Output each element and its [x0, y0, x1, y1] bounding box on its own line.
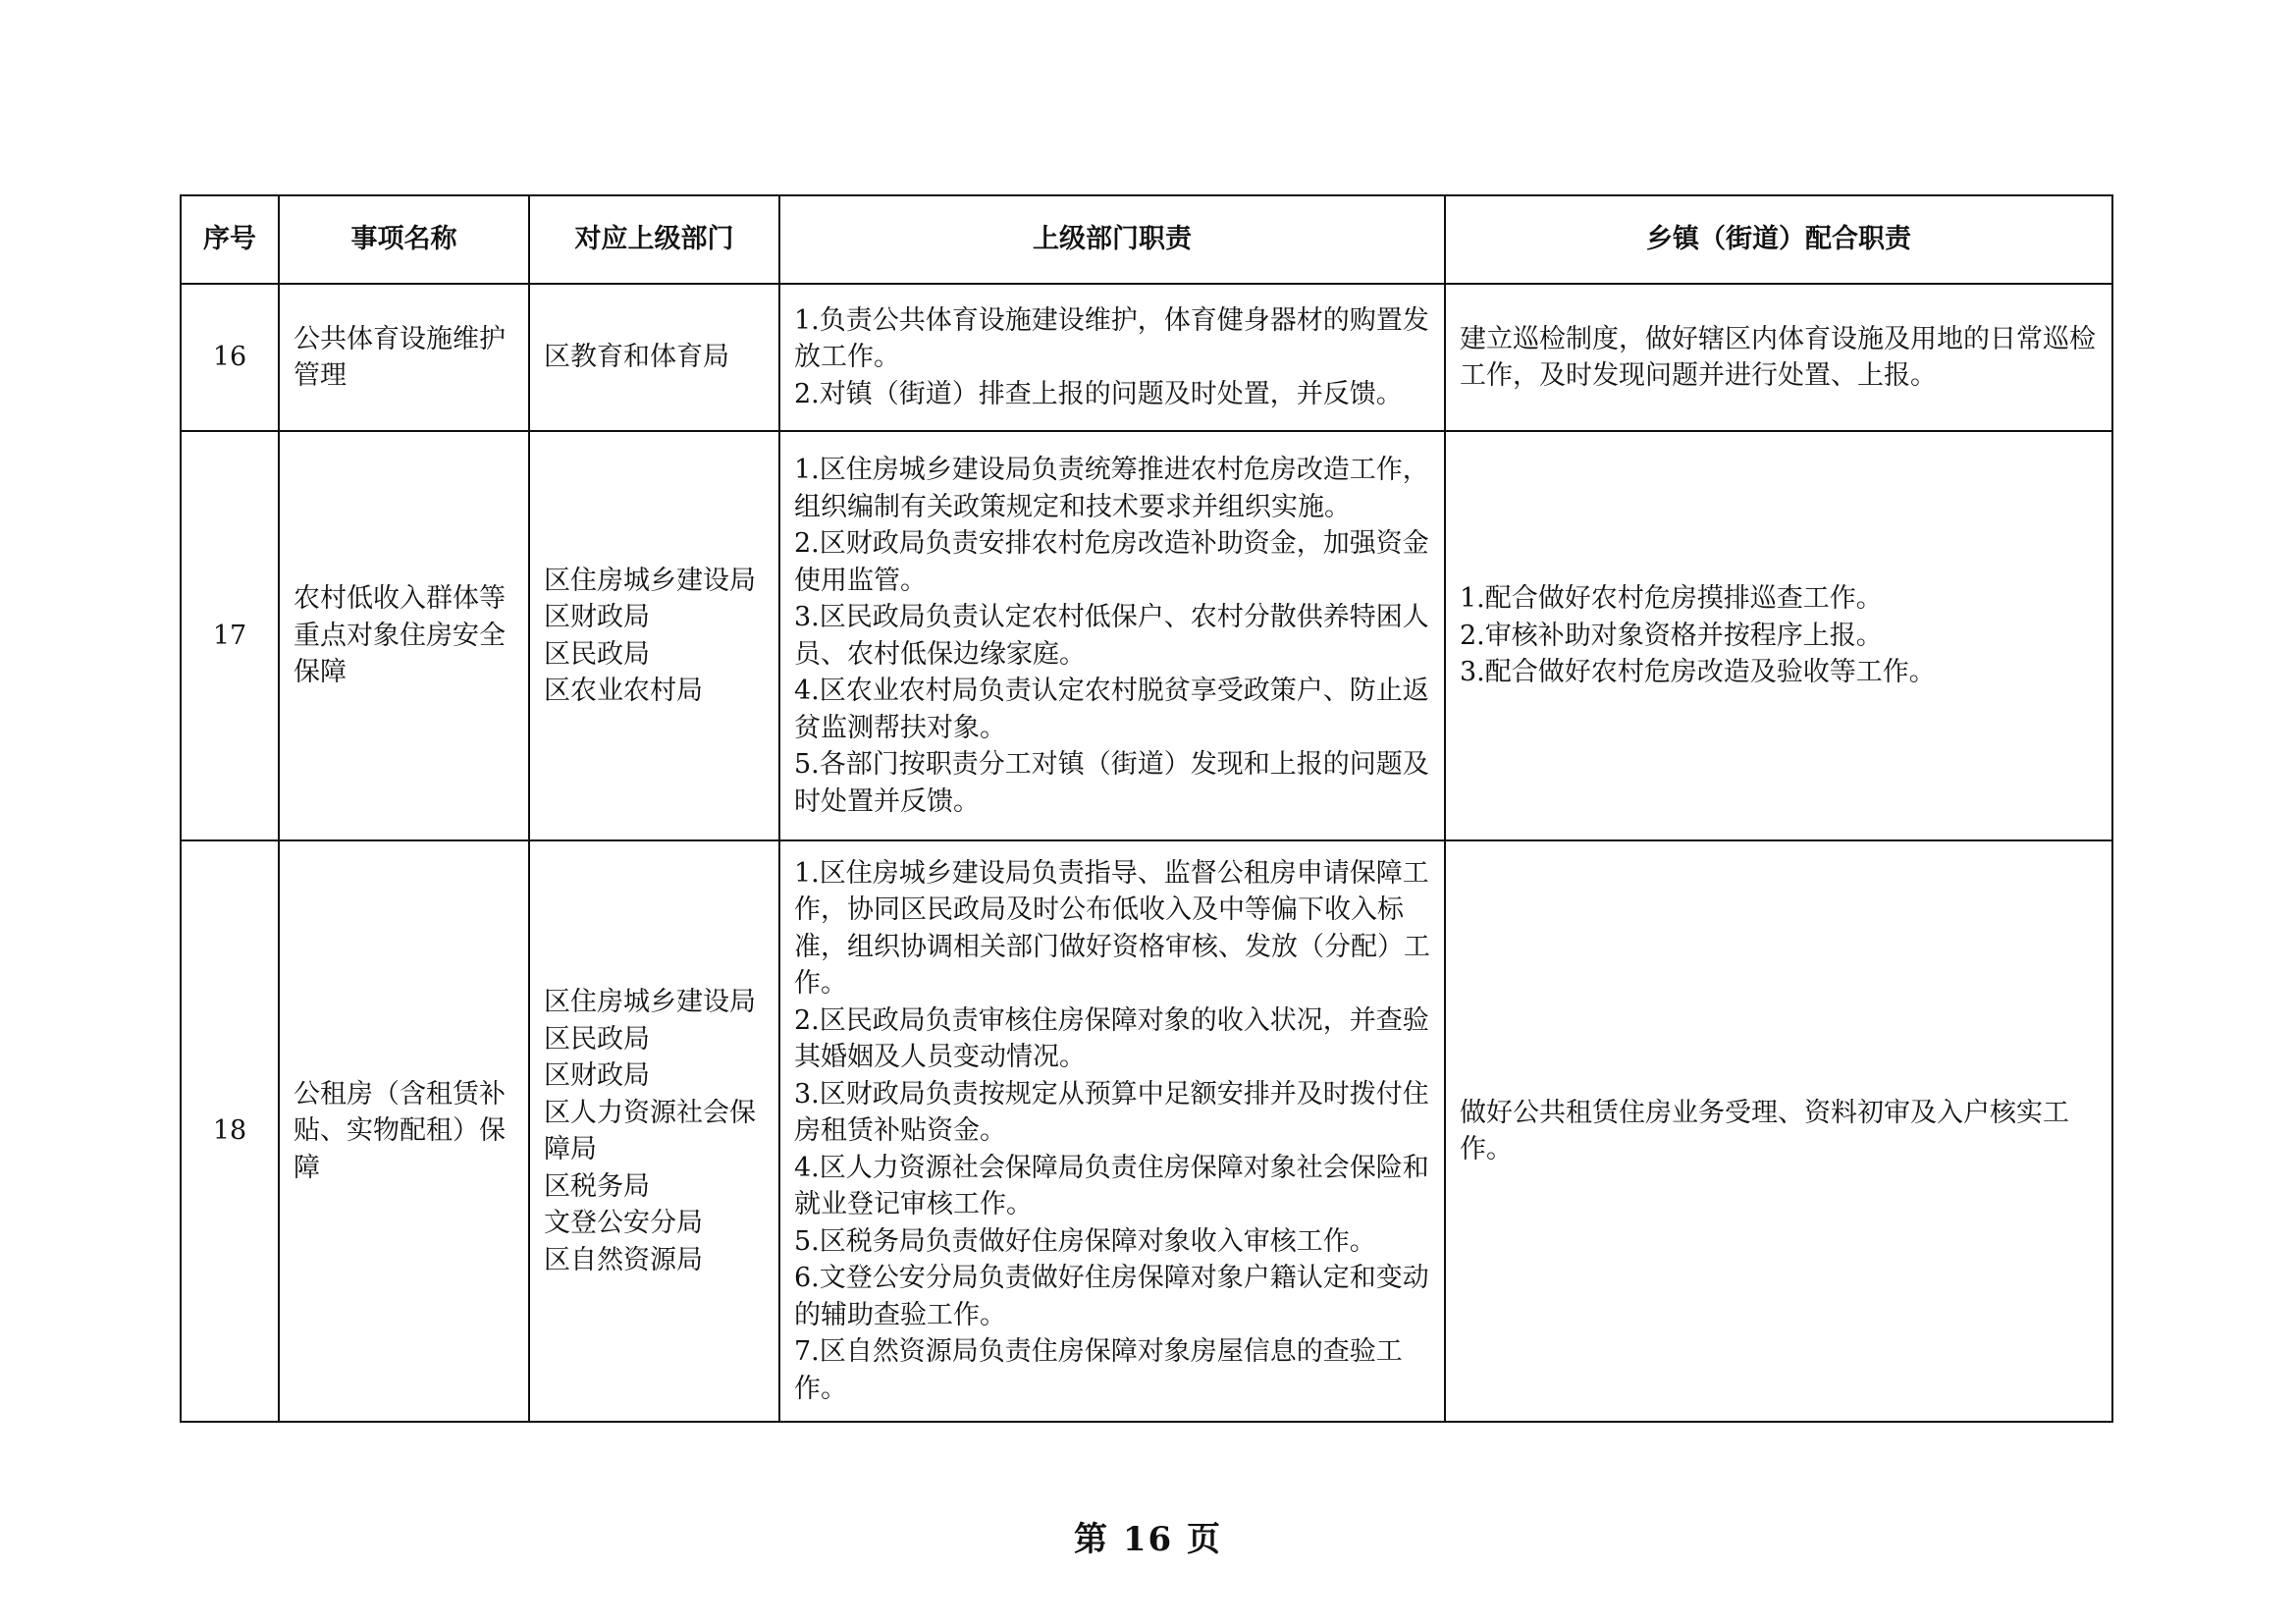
- table-row: [181, 840, 2112, 1422]
- town-cooperation-cell: [1445, 840, 2112, 1422]
- dept-line: 区农业农村局: [544, 676, 703, 706]
- table-row: [181, 284, 2112, 431]
- duty-line: 5.区税务局负责做好住房保障对象收入审核工作。: [794, 1225, 1376, 1257]
- header-item-name: 事项名称: [279, 195, 529, 284]
- header-superior-dept: 对应上级部门: [529, 195, 779, 284]
- superior-dept-cell: [529, 840, 779, 1422]
- superior-duty-cell: [779, 840, 1445, 1422]
- superior-dept-cell: [529, 431, 779, 840]
- dept-line: 区人力资源社会保障局: [544, 1097, 756, 1164]
- duty-line: 5.各部门按职责分工对镇（街道）发现和上报的问题及时处置并反馈。: [794, 749, 1429, 817]
- dept-line: 区财政局: [544, 602, 650, 632]
- dept-line: 文登公安分局: [544, 1208, 703, 1238]
- header-town-cooperation: 乡镇（街道）配合职责: [1445, 195, 2112, 284]
- dept-line: 区财政局: [544, 1060, 650, 1091]
- duty-line: 2.区财政局负责安排农村危房改造补助资金，加强资金使用监管。: [794, 528, 1429, 596]
- dept-line: 区自然资源局: [544, 1244, 703, 1275]
- superior-dept-cell: [529, 284, 779, 431]
- coop-line: 2.审核补助对象资格并按程序上报。: [1460, 620, 1883, 651]
- dept-line: 区民政局: [544, 638, 650, 670]
- duty-table: [180, 194, 2113, 1423]
- row-number: 17: [181, 431, 279, 840]
- duty-line: 3.区财政局负责按规定从预算中足额安排并及时拨付住房租赁补贴资金。: [794, 1078, 1429, 1147]
- duty-line: 4.区人力资源社会保障局负责住房保障对象社会保险和就业登记审核工作。: [794, 1152, 1429, 1220]
- duty-line: 2.区民政局负责审核住房保障对象的收入状况，并查验其婚姻及人员变动情况。: [794, 1004, 1429, 1073]
- item-name: 农村低收入群体等重点对象住房安全保障: [279, 431, 529, 840]
- superior-duty-cell: [779, 431, 1445, 840]
- superior-duty-cell: [779, 284, 1445, 431]
- page-number: 第 16 页: [1074, 1520, 1222, 1559]
- dept-line: 区教育和体育局: [544, 342, 729, 373]
- town-cooperation-cell: [1445, 431, 2112, 840]
- duty-line: 3.区民政局负责认定农村低保户、农村分散供养特困人员、农村低保边缘家庭。: [794, 602, 1429, 670]
- row-number: 16: [181, 284, 279, 431]
- header-no: 序号: [181, 195, 279, 284]
- table-header-row: [181, 195, 2112, 284]
- coop-line: 做好公共租赁住房业务受理、资料初审及入户核实工作。: [1460, 1097, 2069, 1164]
- duty-line: 7.区自然资源局负责住房保障对象房屋信息的查验工作。: [794, 1336, 1403, 1404]
- duty-line: 4.区农业农村局负责认定农村脱贫享受政策户、防止返贫监测帮扶对象。: [794, 676, 1429, 743]
- duty-line: 6.文登公安分局负责做好住房保障对象户籍认定和变动的辅助查验工作。: [794, 1263, 1429, 1330]
- coop-line: 3.配合做好农村危房改造及验收等工作。: [1460, 657, 1936, 688]
- duty-line: 1.区住房城乡建设局负责统筹推进农村危房改造工作，组织编制有关政策规定和技术要求并组织实施。: [794, 455, 1429, 522]
- duty-line: 1.负责公共体育设施建设维护，体育健身器材的购置发放工作。: [794, 304, 1429, 373]
- town-cooperation-cell: [1445, 284, 2112, 431]
- duty-line: 2.对镇（街道）排查上报的问题及时处置，并反馈。: [794, 378, 1403, 409]
- row-number: 18: [181, 840, 279, 1422]
- item-name: 公共体育设施维护管理: [279, 284, 529, 431]
- duty-line: 1.区住房城乡建设局负责指导、监督公租房申请保障工作，协同区民政局及时公布低收入及中等偏下收入标准，组织协调相关部门做好资格审核、发放（分配）工作。: [794, 857, 1430, 1000]
- coop-line: 建立巡检制度，做好辖区内体育设施及用地的日常巡检工作，及时发现问题并进行处置、上报。: [1460, 323, 2096, 391]
- dept-line: 区民政局: [544, 1023, 650, 1055]
- coop-line: 1.配合做好农村危房摸排巡查工作。: [1460, 583, 1883, 615]
- table-row: [181, 431, 2112, 840]
- header-superior-duty: 上级部门职责: [779, 195, 1445, 284]
- dept-line: 区住房城乡建设局: [544, 987, 756, 1017]
- item-name: 公租房（含租赁补贴、实物配租）保障: [279, 840, 529, 1422]
- dept-line: 区税务局: [544, 1170, 650, 1202]
- dept-line: 区住房城乡建设局: [544, 565, 756, 596]
